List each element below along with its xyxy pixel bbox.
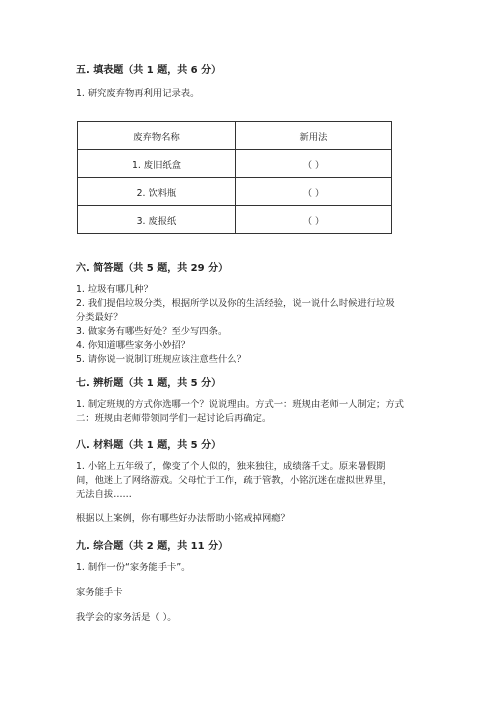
section7-heading: 七. 辨析题（共 1 题，共 5 分）	[76, 378, 222, 389]
section6-line: 5. 请你说一说制订班规应该注意些什么？	[76, 354, 246, 365]
table-header-new-use: 新用法	[236, 122, 392, 150]
section9-heading: 九. 综合题（共 2 题，共 11 分）	[76, 541, 229, 552]
section8-line: 无法自拔……	[76, 489, 132, 500]
recycling-record-table	[77, 121, 392, 234]
table-cell-answer-blank: （ ）	[236, 206, 392, 234]
table-cell-waste: 1. 废旧纸盒	[78, 150, 236, 178]
section9-question: 1. 制作一份“家务能手卡”。	[76, 562, 191, 573]
table-row	[78, 150, 392, 178]
section5-question: 1. 研究废弃物再利用记录表。	[76, 88, 200, 99]
section5-heading: 五. 填表题（共 1 题，共 6 分）	[76, 65, 222, 76]
section7-line: 1. 制定班规的方式你选哪一个？说说理由。方式一：班规由老师一人制定；方式	[76, 399, 404, 410]
table-cell-answer-blank: （ ）	[236, 178, 392, 206]
table-row	[78, 178, 392, 206]
table-header-waste-name: 废弃物名称	[78, 122, 236, 150]
card-title: 家务能手卡	[76, 587, 123, 598]
section8-prompt: 根据以上案例，你有哪些好办法帮助小铭戒掉网瘾？	[76, 513, 290, 524]
section6-line: 分类最好？	[76, 312, 123, 323]
section6-heading: 六. 简答题（共 5 题，共 29 分）	[76, 263, 229, 274]
table-cell-answer-blank: （ ）	[236, 150, 392, 178]
table-cell-waste: 2. 饮料瓶	[78, 178, 236, 206]
section6-line: 4. 你知道哪些家务小妙招？	[76, 340, 191, 351]
table-header-row	[78, 122, 392, 150]
section6-line: 2. 我们提倡垃圾分类，根据所学以及你的生活经验，说一说什么时候进行垃圾	[76, 298, 395, 309]
section8-line: 间，他迷上了网络游戏。父母忙于工作，疏于管教，小铭沉迷在虚拟世界里，	[76, 475, 393, 486]
section8-line: 1. 小铭上五年级了，像变了个人似的，独来独往，成绩落千丈。原来暑假期	[76, 461, 386, 472]
section8-heading: 八. 材料题（共 1 题，共 5 分）	[76, 440, 222, 451]
table-cell-waste: 3. 废报纸	[78, 206, 236, 234]
card-line: 我学会的家务活是（ ）。	[76, 612, 177, 623]
section6-line: 3. 做家务有哪些好处？至少写四条。	[76, 326, 228, 337]
section6-line: 1. 垃圾有哪几种？	[76, 284, 153, 295]
table-row	[78, 206, 392, 234]
section7-line: 二：班规由老师带领同学们一起讨论后再确定。	[76, 413, 272, 424]
